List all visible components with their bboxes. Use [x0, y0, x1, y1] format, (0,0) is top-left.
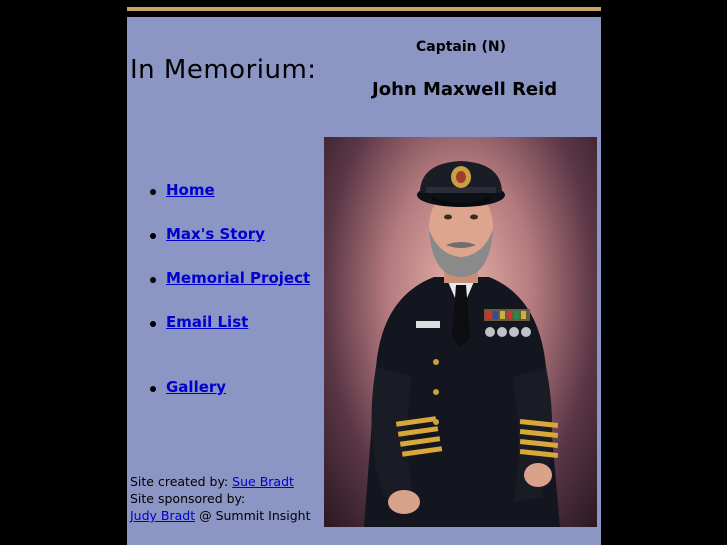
page-title: In Memorium: — [130, 55, 317, 85]
nav-link-memorial-project[interactable]: Memorial Project — [166, 269, 311, 287]
portrait-figure — [324, 137, 597, 527]
created-prefix: Site created by: — [130, 474, 233, 489]
bullet-icon — [150, 277, 156, 283]
nav-link-email-list[interactable]: Email List — [166, 313, 249, 331]
bullet-icon — [150, 386, 156, 392]
portrait-photo — [324, 137, 597, 527]
top-accent-bar — [127, 7, 601, 11]
bullet-icon — [150, 189, 156, 195]
nav-link-maxs-story[interactable]: Max's Story — [166, 225, 265, 243]
nav-link-home[interactable]: Home — [166, 181, 215, 199]
sponsor-line — [130, 507, 310, 524]
person-name: John Maxwell Reid — [372, 79, 558, 100]
rank-label: Captain (N) — [415, 39, 507, 55]
bullet-icon — [150, 321, 156, 327]
nav-link-gallery[interactable]: Gallery — [166, 378, 227, 396]
creator-link[interactable]: Sue Bradt — [232, 474, 294, 489]
sponsored-line: Site sponsored by: — [130, 491, 246, 506]
sponsor-link[interactable]: Judy Bradt — [130, 508, 196, 523]
bullet-icon — [150, 233, 156, 239]
site-credits — [130, 473, 310, 524]
sponsor-suffix: @ Summit Insight — [195, 508, 311, 523]
created-line — [130, 473, 310, 490]
